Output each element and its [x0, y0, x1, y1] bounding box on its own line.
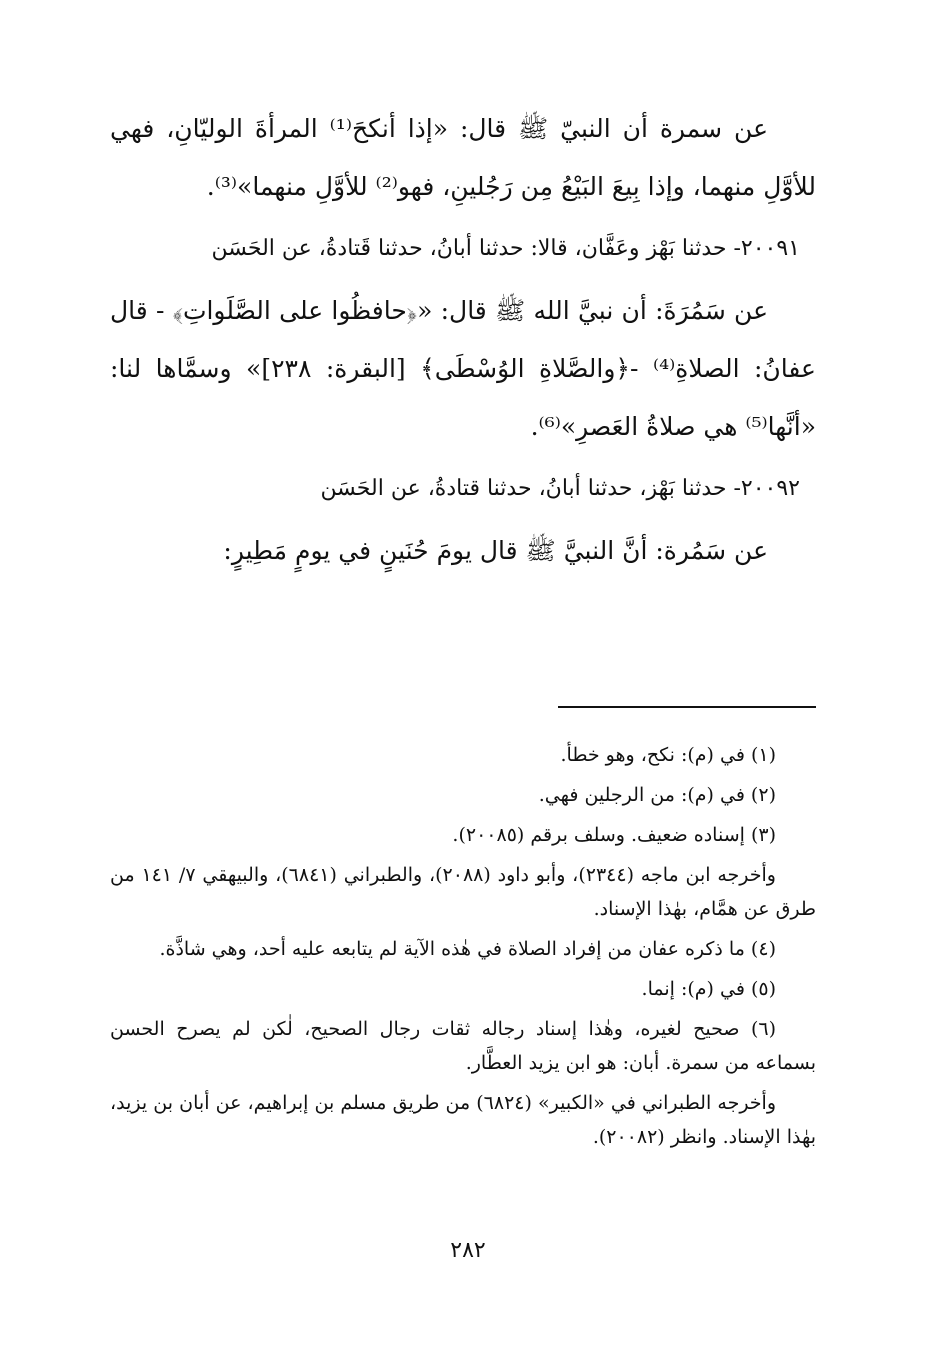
footnotes — [110, 738, 816, 1160]
footnote-3: (٣) إسناده ضعيف. وسلف برقم (٢٠٠٨٥). — [452, 824, 776, 846]
footnote-1: (١) في (م): نكح، وهو خطأ. — [560, 744, 776, 766]
hadith-text-2: عن سَمُرَةَ: أن نبيَّ الله ﷺ قال: «﴿حافظُوا على الصَّلَواتِ﴾ - قال عفانُ: الصلاةِ⁽⁴⁾ -﴿والصَّلاةِ الوُسْطَى﴾ [البقرة: ٢٣٨]» وسمَّاها لنا: «أنَّها⁽⁵⁾ هي صلاةُ العَصرِ»⁽⁶⁾. — [110, 296, 816, 441]
footnote-6: (٦) صحيح لغيره، وهٰذا إسناد رجاله ثقات رجال الصحيح، لٰكن لم يصرح الحسن بسماعه من سمرة. أبان: هو ابن يزيد العطَّار. — [110, 1018, 816, 1074]
hadith-chain-20092: ٢٠٠٩٢- حدثنا بَهْز، حدثنا أبانُ، حدثنا قتادةُ، عن الحَسَن — [320, 476, 800, 501]
hadith-text-1: عن سمرة أن النبيّ ﷺ قال: «إذا أنكحَ⁽¹⁾ المرأةَ الوليّانِ، فهي للأوَّلِ منهما، وإذا بِيعَ البَيْعُ مِن رَجُلينِ، فهو⁽²⁾ للأوَّلِ منهما»⁽³⁾. — [110, 114, 816, 201]
footnote-5: (٥) في (م): إنما. — [641, 978, 776, 1000]
footnote-4: (٤) ما ذكره عفان من إفراد الصلاة في هٰذه الآية لم يتابعه عليه أحد، وهي شاذَّة. — [159, 938, 776, 960]
hadith-chain-20091: ٢٠٠٩١- حدثنا بَهْز وعَفَّان، قالا: حدثنا أبانُ، حدثنا قَتادةُ، عن الحَسَن — [211, 236, 800, 261]
main-text — [110, 100, 816, 588]
hadith-text-3: عن سَمُرة: أنَّ النبيَّ ﷺ قال يومَ حُنَينٍ في يومٍ مَطِيرٍ: — [223, 536, 768, 565]
page-number: ٢٨٢ — [450, 1238, 486, 1263]
footnote-2: (٢) في (م): من الرجلين فهي. — [538, 784, 776, 806]
footnote-3-continued: وأخرجه ابن ماجه (٢٣٤٤)، وأبو داود (٢٠٨٨)، والطبراني (٦٨٤١)، والبيهقي ٧/ ١٤١ من طرق عن همَّام، بهٰذا الإسناد. — [110, 864, 816, 920]
footnote-divider — [558, 706, 816, 708]
footnote-6-continued: وأخرجه الطبراني في «الكبير» (٦٨٢٤) من طريق مسلم بن إبراهيم، عن أبان بن يزيد، بهٰذا الإسناد. وانظر (٢٠٠٨٢). — [110, 1092, 816, 1148]
